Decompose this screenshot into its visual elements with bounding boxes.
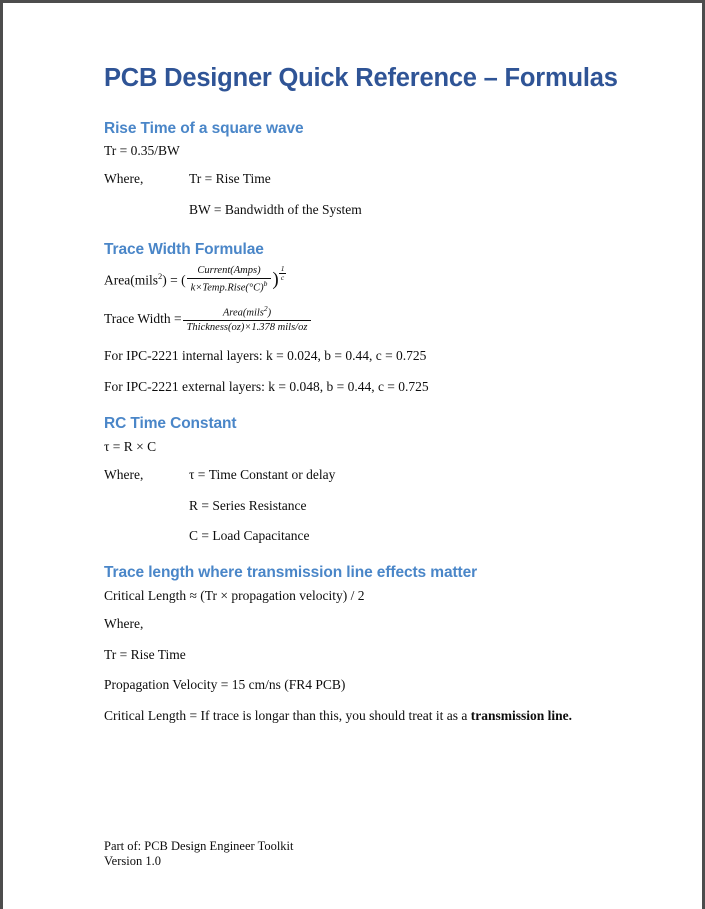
ipc-external-layers-line: For IPC-2221 external layers: k = 0.048, b = 0.44, c = 0.725	[104, 379, 429, 395]
trace-width-formula-lead: Trace Width =	[104, 311, 182, 327]
rc-definition: C = Load Capacitance	[189, 528, 310, 544]
page-title: PCB Designer Quick Reference – Formulas	[104, 64, 618, 92]
rise-time-where-row-1	[104, 171, 644, 188]
rc-definition: R = Series Resistance	[189, 497, 307, 513]
rc-definition: τ = Time Constant or delay	[189, 466, 336, 482]
rc-where-row-3	[104, 528, 644, 545]
area-formula-denominator-exponent: b	[263, 278, 268, 288]
trace-width-formula-denominator: Thickness(oz)×1.378 mils/oz	[183, 320, 312, 334]
transmission-rise-time-line: Tr = Rise Time	[104, 646, 186, 662]
critical-length-note-emphasis: transmission line.	[470, 708, 573, 724]
section-heading-rc-time-constant: RC Time Constant	[104, 415, 237, 433]
document-content	[104, 63, 644, 739]
rc-where-row-1	[104, 467, 644, 484]
where-label: Where,	[104, 171, 144, 187]
area-formula-exponent-denominator: c	[280, 272, 285, 282]
rise-time-formula: Tr = 0.35/BW	[104, 143, 180, 159]
critical-length-note	[104, 708, 644, 725]
document-footer	[104, 839, 294, 869]
area-formula-exponent-fraction	[279, 265, 287, 282]
rise-time-definition: Tr = Rise Time	[189, 171, 271, 187]
section-heading-trace-width: Trace Width Formulae	[104, 240, 264, 258]
rc-time-constant-formula: τ = R × C	[104, 438, 157, 454]
area-formula-lead	[104, 271, 186, 289]
rise-time-where-row-2	[104, 202, 644, 219]
rise-time-definition: BW = Bandwidth of the System	[189, 201, 362, 217]
where-label: Where,	[104, 466, 144, 482]
footer-version: Version 1.0	[104, 853, 161, 868]
trace-width-numerator-superscript: 2	[263, 303, 268, 313]
area-formula-denominator	[187, 278, 272, 295]
critical-length-note-prefix: Critical Length = If trace is longar than this, you should treat it as a	[104, 708, 471, 724]
rc-where-row-2	[104, 498, 644, 515]
trace-width-numerator-tail: )	[267, 307, 272, 319]
area-formula-close-paren: )	[272, 268, 279, 290]
propagation-velocity-line: Propagation Velocity = 15 cm/ns (FR4 PCB)	[104, 677, 346, 693]
area-formula-lead-text: Area(mils	[104, 272, 158, 288]
trace-width-numerator-text: Area(mils	[222, 307, 264, 319]
area-formula-numerator: Current(Amps)	[197, 264, 261, 276]
where-label-spacer	[104, 202, 189, 219]
where-label-spacer	[104, 528, 189, 545]
footer-part-of: Part of: PCB Design Engineer Toolkit	[104, 839, 294, 853]
area-formula	[104, 264, 644, 294]
trace-width-formula-numerator	[219, 305, 275, 321]
trace-width-formula-fraction	[183, 305, 312, 335]
where-label-spacer	[104, 498, 189, 515]
section-heading-rise-time: Rise Time of a square wave	[104, 119, 304, 137]
area-formula-lead-superscript: 2	[157, 270, 163, 281]
area-formula-lead-tail: ) = (	[162, 272, 186, 288]
transmission-where-label: Where,	[104, 615, 144, 631]
section-heading-transmission-line: Trace length where transmission line effects matter	[104, 564, 478, 582]
trace-width-formula	[104, 304, 644, 334]
ipc-internal-layers-line: For IPC-2221 internal layers: k = 0.024, b = 0.44, c = 0.725	[104, 348, 427, 364]
area-formula-exponent-numerator: 1	[280, 264, 285, 274]
area-formula-fraction	[187, 265, 272, 295]
critical-length-formula: Critical Length ≈ (Tr × propagation velocity) / 2	[104, 587, 365, 603]
area-formula-denominator-base: k×Temp.Rise(°C)	[190, 282, 264, 294]
